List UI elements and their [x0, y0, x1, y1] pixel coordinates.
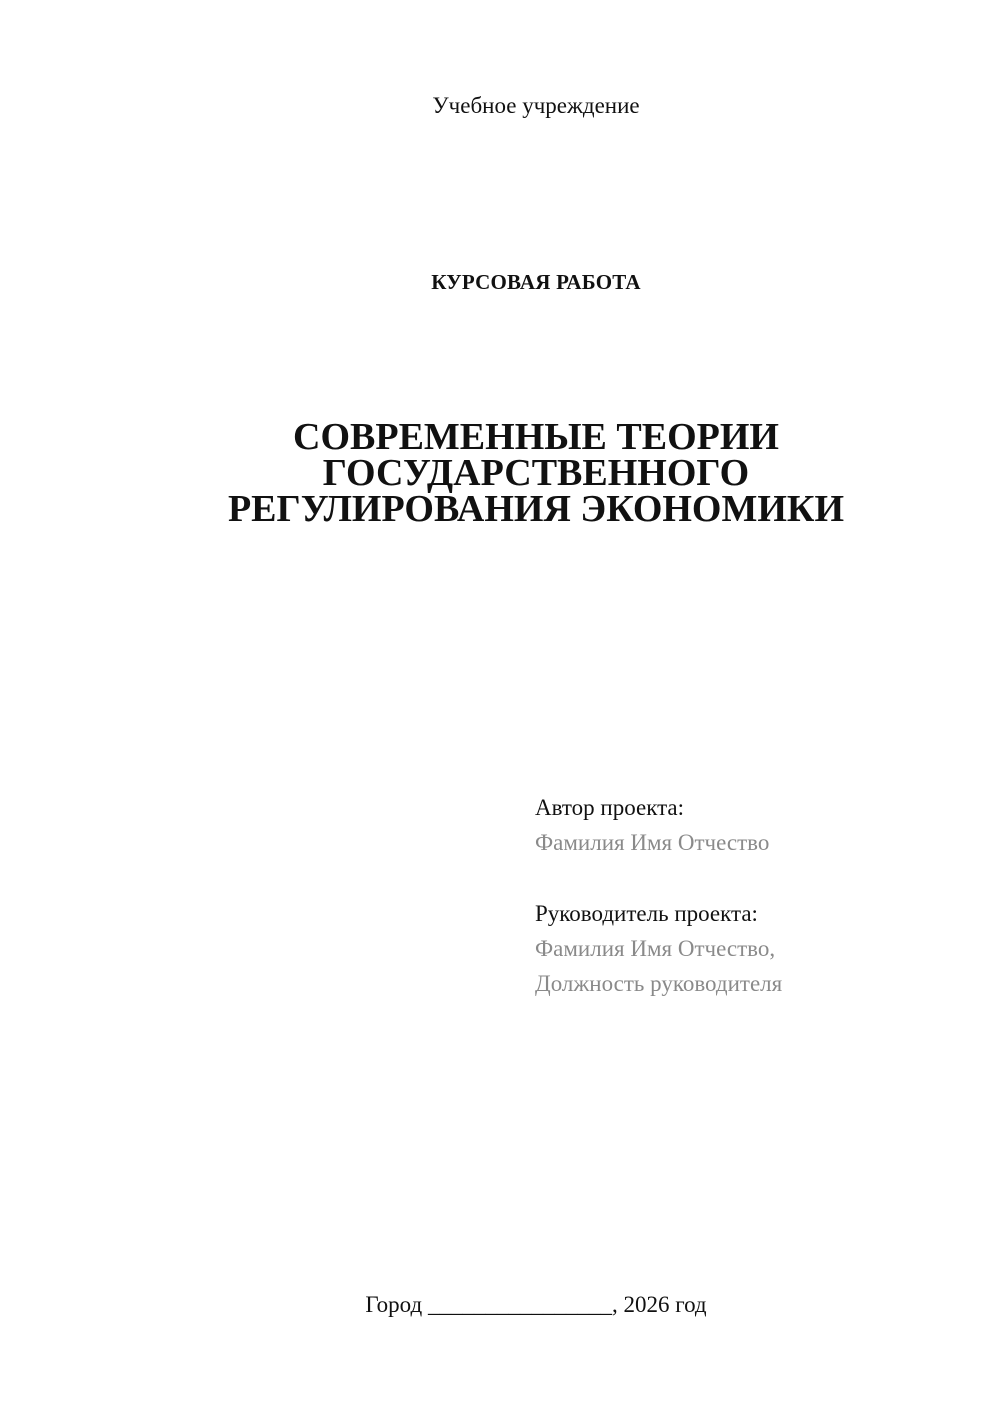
supervisor-label: Руководитель проекта: — [535, 901, 758, 926]
supervisor-position: Должность руководителя — [535, 971, 783, 996]
city-year-footer: Город ________________, 2026 год — [365, 1292, 707, 1317]
author-label: Автор проекта: — [535, 795, 684, 820]
title-line: РЕГУЛИРОВАНИЯ ЭКОНОМИКИ — [227, 488, 845, 530]
credits-block — [535, 790, 975, 1001]
document-title — [0, 416, 1000, 530]
title-line: ГОСУДАРСТВЕННОГО — [322, 452, 750, 494]
work-type-heading: КУРСОВАЯ РАБОТА — [431, 270, 641, 294]
supervisor-name: Фамилия Имя Отчество, — [535, 936, 776, 961]
institution-name: Учебное учреждение — [432, 93, 640, 118]
author-name: Фамилия Имя Отчество — [535, 830, 770, 855]
title-line: СОВРЕМЕННЫЕ ТЕОРИИ — [293, 416, 779, 458]
